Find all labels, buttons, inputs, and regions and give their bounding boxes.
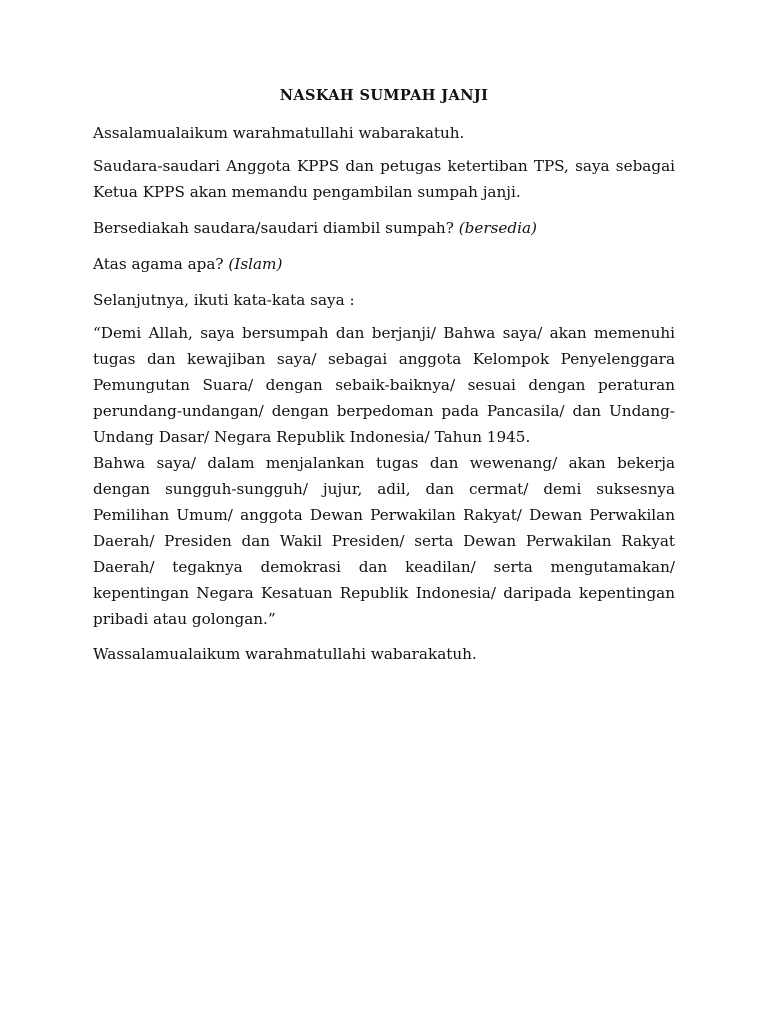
- intro-paragraph: Saudara-saudari Anggota KPPS dan petugas ketertiban TPS, saya sebagai Ketua KPPS akan memandu pengambilan sumpah janji.: [93, 157, 675, 201]
- oath-paragraph-1: “Demi Allah, saya bersumpah dan berjanji/ Bahwa saya/ akan memenuhi tugas dan kewajiban saya/ sebagai anggota Kelompok Penyelenggara Pemungutan Suara/ dengan sebaik-baiknya/ sesuai dengan peraturan perundang-undangan/ dengan berpedoman pada Pancasila/ dan Undang-Undang Dasar/ Negara Republik Indonesia/ Tahun 1945.: [93, 324, 675, 446]
- oath-paragraph-2: Bahwa saya/ dalam menjalankan tugas dan wewenang/ akan bekerja dengan sungguh-sungguh/ jujur, adil, dan cermat/ demi suksesnya Pemilihan Umum/ anggota Dewan Perwakilan Rakyat/ Dewan Perwakilan Daerah/ Presiden dan Wakil Presiden/ serta Dewan Perwakilan Rakyat Daerah/ tegaknya demokrasi dan keadilan/ serta mengutamakan/ kepentingan Negara Kesatuan Republik Indonesia/ daripada kepentingan pribadi atau golongan.”: [93, 454, 675, 628]
- question-willingness-text: Bersediakah saudara/saudari diambil sumpah?: [93, 219, 454, 237]
- question-religion-answer: (Islam): [228, 255, 283, 273]
- greeting-text: Assalamualaikum warahmatullahi wabarakatuh.: [93, 124, 465, 142]
- closing-text: Wassalamualaikum warahmatullahi wabarakatuh.: [93, 645, 477, 663]
- instruction-text: Selanjutnya, ikuti kata-kata saya :: [93, 291, 355, 309]
- question-religion: [93, 251, 675, 277]
- question-willingness-answer: (bersedia): [458, 219, 537, 237]
- question-religion-text: Atas agama apa?: [93, 255, 224, 273]
- document-title: NASKAH SUMPAH JANJI: [279, 87, 489, 104]
- question-willingness: [93, 215, 675, 241]
